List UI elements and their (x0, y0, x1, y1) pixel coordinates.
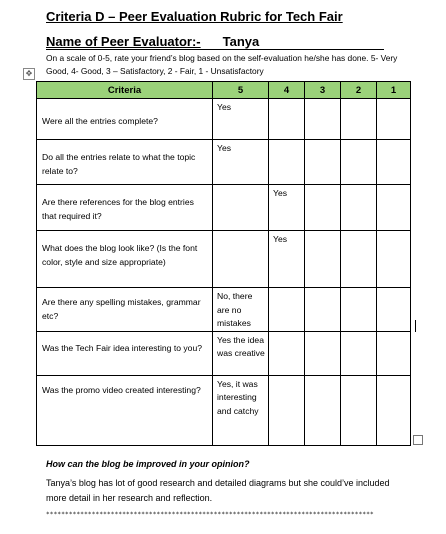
rating-3-cell[interactable] (305, 140, 341, 185)
rating-4-cell[interactable]: Yes (269, 185, 305, 231)
rating-4-cell[interactable] (269, 140, 305, 185)
rating-2-cell[interactable] (341, 331, 377, 375)
criteria-cell[interactable] (37, 375, 213, 445)
header-1: 1 (377, 82, 411, 99)
criteria-text: What does the blog look like? (Is the font color, style and size appropriate) (42, 243, 198, 267)
rating-2-cell[interactable] (341, 99, 377, 140)
rating-4-cell[interactable] (269, 375, 305, 445)
rating-2-cell[interactable] (341, 375, 377, 445)
criteria-text: Are there any spelling mistakes, grammar etc? (42, 297, 201, 321)
rating-2-cell[interactable] (341, 140, 377, 185)
rating-4-cell[interactable] (269, 288, 305, 332)
improvement-answer[interactable]: Tanya’s blog has lot of good research and detailed diagrams but she could’ve included more detail in her research and reflection. (46, 478, 390, 503)
rating-2-cell[interactable] (341, 231, 377, 288)
criteria-cell[interactable] (37, 231, 213, 288)
text-cursor (415, 320, 416, 332)
criteria-text: Was the Tech Fair idea interesting to you? (42, 342, 203, 353)
rating-1-cell[interactable] (377, 288, 411, 332)
criteria-text: Do all the entries relate to what the topic relate to? (42, 152, 196, 176)
evaluator-label: Name of Peer Evaluator:- (46, 34, 201, 49)
table-resize-handle-icon[interactable] (413, 435, 423, 445)
rating-3-cell[interactable] (305, 331, 341, 375)
separator-line: ************************************************************************************** (46, 511, 374, 518)
rating-3-cell[interactable] (305, 288, 341, 332)
rating-5-cell[interactable]: Yes the idea was creative (213, 331, 269, 375)
table-row (37, 140, 411, 185)
header-3: 3 (305, 82, 341, 99)
rating-5-cell[interactable]: Yes (213, 99, 269, 140)
table-move-handle-icon[interactable]: ✥ (23, 68, 35, 80)
table-header-row (37, 82, 411, 99)
rating-5-cell[interactable]: Yes, it was interesting and catchy (213, 375, 269, 445)
table-row (37, 331, 411, 375)
rating-1-cell[interactable] (377, 140, 411, 185)
rating-3-cell[interactable] (305, 185, 341, 231)
rating-1-cell[interactable] (377, 185, 411, 231)
table-row (37, 375, 411, 445)
header-4: 4 (269, 82, 305, 99)
rating-5-cell[interactable] (213, 231, 269, 288)
rating-1-cell[interactable] (377, 375, 411, 445)
rating-3-cell[interactable] (305, 375, 341, 445)
rating-5-cell[interactable]: Yes (213, 140, 269, 185)
criteria-text: Are there references for the blog entries that required it? (42, 197, 194, 221)
rating-3-cell[interactable] (305, 99, 341, 140)
criteria-cell[interactable] (37, 288, 213, 332)
rating-4-cell[interactable] (269, 331, 305, 375)
table-row (37, 99, 411, 140)
evaluator-name: Tanya (222, 34, 260, 49)
rubric-table (36, 81, 411, 446)
table-row (37, 231, 411, 288)
rating-4-cell[interactable] (269, 99, 305, 140)
criteria-cell[interactable] (37, 331, 213, 375)
criteria-cell[interactable] (37, 140, 213, 185)
rating-2-cell[interactable] (341, 185, 377, 231)
instructions-text: On a scale of 0-5, rate your friend’s blog based on the self-evaluation he/she has done. 5- Very Good, 4- Good, 3 – Satisfactory, 2 - Fair, 1 - Unsatisfactory (46, 53, 398, 76)
table-row (37, 185, 411, 231)
rating-3-cell[interactable] (305, 231, 341, 288)
criteria-text: Were all the entries complete? (42, 116, 158, 126)
criteria-cell[interactable] (37, 185, 213, 231)
evaluator-underline (46, 49, 384, 50)
header-criteria: Criteria (37, 82, 213, 99)
criteria-text: Was the promo video created interesting? (42, 384, 201, 395)
rating-1-cell[interactable] (377, 331, 411, 375)
criteria-cell[interactable] (37, 99, 213, 140)
improvement-question: How can the blog be improved in your opinion? (46, 459, 250, 469)
rating-1-cell[interactable] (377, 99, 411, 140)
rating-5-cell[interactable]: No, there are no mistakes (213, 288, 269, 332)
evaluator-line (46, 34, 259, 49)
rating-1-cell[interactable] (377, 231, 411, 288)
rating-4-cell[interactable]: Yes (269, 231, 305, 288)
header-2: 2 (341, 82, 377, 99)
rating-5-cell[interactable] (213, 185, 269, 231)
table-row (37, 288, 411, 332)
page-title: Criteria D – Peer Evaluation Rubric for Tech Fair (46, 9, 343, 24)
rating-2-cell[interactable] (341, 288, 377, 332)
header-5: 5 (213, 82, 269, 99)
